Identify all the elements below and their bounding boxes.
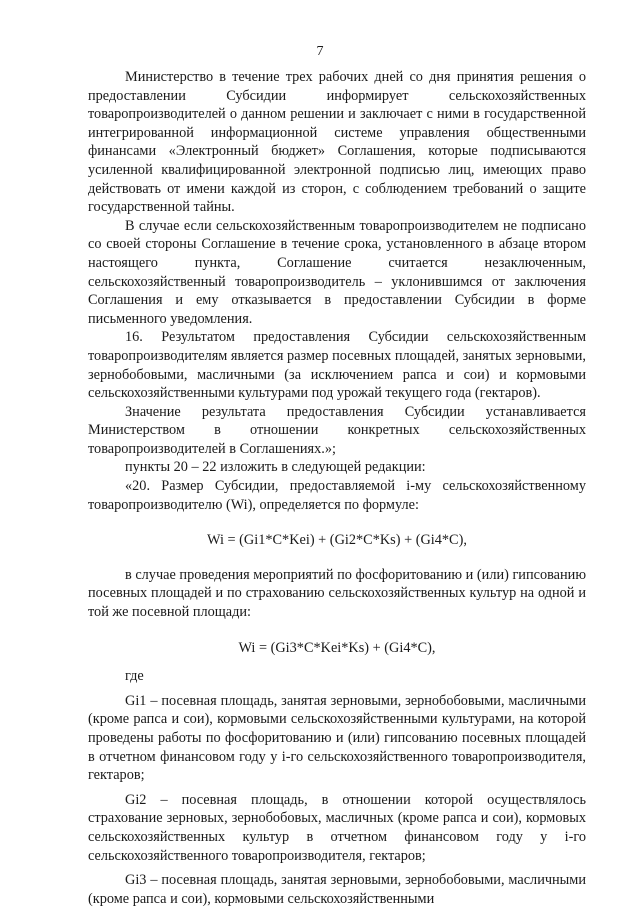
definition-gi1: Gi1 – посевная площадь, занятая зерновыми, зернобобовыми, масличными (кроме рапса и сои), кормовыми сельскохозяйственными культурами, на которой проведены работы по фосфоритованию и (или) гипсованию посевных площадей в отчетном финансовом году у i-го сельскохозяйственного товаропроизводителя, гектаров; xyxy=(88,692,586,784)
formula-2: Wi = (Gi3*C*Kei*Ks) + (Gi4*C), xyxy=(238,639,436,656)
paragraph-item-20: «20. Размер Субсидии, предоставляемой i-му сельскохозяйственному товаропроизводителю (Wi), определяется по формуле: xyxy=(88,478,586,513)
page-number: 7 xyxy=(316,44,324,59)
paragraph-amendment-intro: пункты 20 – 22 изложить в следующей редакции: xyxy=(125,459,426,476)
paragraph-unsigned-agreement: В случае если сельскохозяйственным товаропроизводителем не подписано со своей стороны Соглашение в течение срока, установленного в абзаце втором настоящего пункта, Соглашение считается незаключенным, сельскохозяйственный товаропроизводитель – уклонившимся от заключения Соглашения и ему отказывается в предоставлении Субсидии в форме письменного уведомления. xyxy=(88,217,586,327)
formula-1: Wi = (Gi1*C*Kei) + (Gi2*C*Ks) + (Gi4*C), xyxy=(207,532,467,549)
paragraph-result-value: Значение результата предоставления Субсидии устанавливается Министерством в отношении конкретных сельскохозяйственных товаропроизводителей в Соглашениях.»; xyxy=(88,403,586,457)
paragraph-formula-condition: в случае проведения мероприятий по фосфоритованию и (или) гипсованию посевных площадей и по страхованию сельскохозяйственных культур на одной и той же посевной площади: xyxy=(88,566,586,621)
definition-gi3: Gi3 – посевная площадь, занятая зерновыми, зернобобовыми, масличными (кроме рапса и сои), кормовыми сельскохозяйственными xyxy=(88,872,586,907)
paragraph-ministry-notification: Министерство в течение трех рабочих дней со дня принятия решения о предоставлении Субсидии информирует сельскохозяйственных товаропроизводителей о данном решении и заключает с ними в государственной интегрированной информационной системе управления общественными финансами «Электронный бюджет» Соглашения, которые подписываются усиленной квалифицированной электронной подписью лиц, имеющих право действовать от имени каждой из сторон, с соблюдением требований о защите государственной тайны. xyxy=(88,69,586,216)
document-body xyxy=(88,68,586,908)
paragraph-item-16: 16. Результатом предоставления Субсидии сельскохозяйственным товаропроизводителям является размер посевных площадей, занятых зерновыми, зернобобовыми, масличными (за исключением рапса и сои) и кормовыми сельскохозяйственными культурами под урожай текущего года (гектаров). xyxy=(88,329,586,402)
paragraph-where: где xyxy=(125,668,144,685)
definition-gi2: Gi2 – посевная площадь, в отношении которой осуществлялось страхование зерновых, зернобобовых, масличных (кроме рапса и сои), кормовых сельскохозяйственных культур в отчетном финансовом году у i-го сельскохозяйственного товаропроизводителя, гектаров; xyxy=(88,791,586,864)
